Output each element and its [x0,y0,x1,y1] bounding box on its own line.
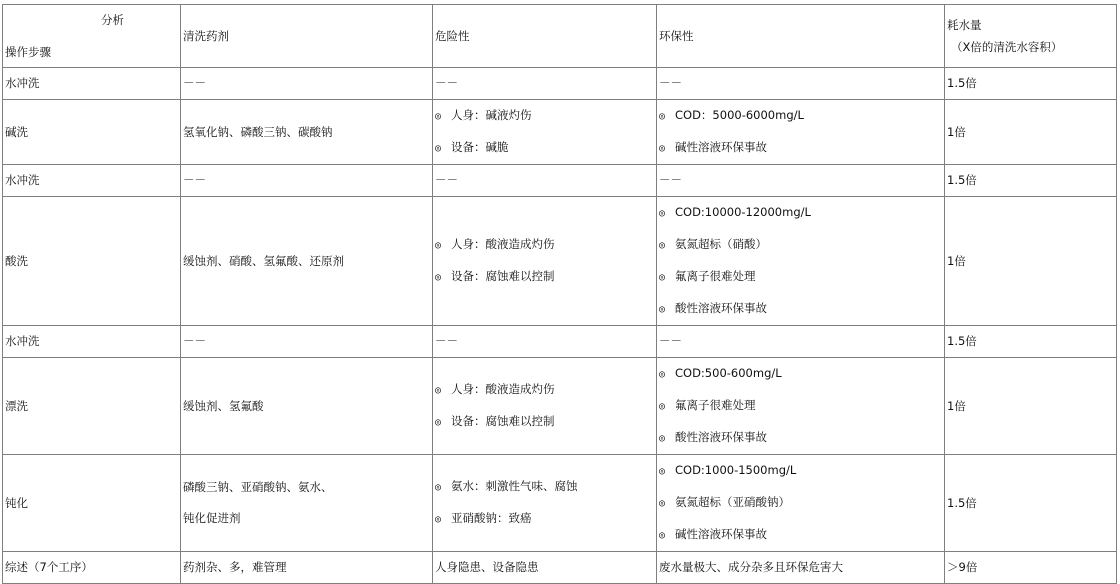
bullet-icon: ◎ [659,240,666,251]
hazard-cell [433,197,657,326]
hazard-line [435,132,656,164]
hazard-text: 设备：腐蚀难以控制 [451,269,555,283]
step-cell: 碱洗 [3,100,181,165]
env-cell [657,552,945,584]
env-line [659,519,944,551]
bullet-icon: ◎ [435,272,442,283]
step-cell: 水冲洗 [3,68,181,100]
env-text: COD:500-600mg/L [675,366,782,380]
bullet-icon: ◎ [659,208,666,219]
env-text: 氨氮超标（亚硝酸钠） [675,495,790,509]
agents-line: 氢氧化钠、磷酸三钠、碳酸钠 [183,124,333,139]
step-cell: 酸洗 [3,197,181,326]
env-text: 氟离子很难处理 [675,398,756,412]
env-line [659,132,944,164]
hazard-line [435,100,656,132]
agents-cell [181,326,433,358]
table-row [3,165,1117,197]
env-line [659,487,944,519]
agents-line: 钝化促进剂 [183,511,241,525]
hazard-line [435,503,656,535]
hazard-cell [433,455,657,552]
hazard-line [435,68,656,99]
bullet-icon: ◎ [659,111,666,122]
env-text: 氟离子很难处理 [675,269,756,283]
bullet-icon: ◎ [659,401,666,412]
env-text: 碱性溶液环保事故 [675,140,767,154]
agents-cell [181,165,433,197]
step-cell: 综述（7个工序） [3,552,181,584]
corner-header-steps: 操作步骤 [5,45,51,59]
env-cell [657,165,945,197]
table-row [3,197,1117,326]
hazard-cell [433,165,657,197]
bullet-icon: ◎ [659,369,666,380]
bullet-icon: ◎ [659,143,666,154]
bullet-icon: ◎ [659,304,666,315]
hazard-header: 危险性 [433,5,657,68]
hazard-line [435,261,656,293]
env-line [659,326,944,357]
bullet-icon: ◎ [435,417,442,428]
hazard-text: 人身：酸液造成灼伤 [451,237,555,251]
water-cell: 1.5倍 [945,326,1117,358]
agents-line: 磷酸三钠、亚硝酸钠、氨水、 [183,480,333,494]
env-line [659,422,944,454]
env-header: 环保性 [657,5,945,68]
water-cell: 1.5倍 [945,68,1117,100]
agents-cell [181,455,433,552]
env-line [659,165,944,196]
bullet-icon: ◎ [659,466,666,477]
agents-line: 缓蚀剂、氢氟酸 [183,398,264,413]
bullet-icon: ◎ [435,143,442,154]
hazard-text: 亚硝酸钠：致癌 [451,511,532,525]
hazard-line [435,471,656,503]
agents-cell [181,100,433,165]
agents-cell [181,197,433,326]
env-text: COD：5000-6000mg/L [675,108,804,122]
water-cell: 1倍 [945,197,1117,326]
bullet-icon: ◎ [659,433,666,444]
env-text: 酸性溶液环保事故 [675,430,767,444]
table-body [3,68,1117,584]
env-text: 酸性溶液环保事故 [675,301,767,315]
hazard-text: －－ [435,76,458,90]
table-row [3,358,1117,455]
env-cell [657,326,945,358]
agents-cell [181,358,433,455]
hazard-cell [433,358,657,455]
table-row [3,68,1117,100]
bullet-icon: ◎ [659,272,666,283]
env-text: 废水量极大、成分杂多且环保危害大 [659,560,843,574]
env-line [659,68,944,99]
water-cell: 1.5倍 [945,165,1117,197]
hazard-line [435,374,656,406]
env-line [659,455,944,487]
corner-header-analysis: 分析 [101,13,124,27]
table-row [3,100,1117,165]
agents-line: －－ [183,334,206,348]
hazard-text: －－ [435,334,458,348]
water-cell: ＞9倍 [945,552,1117,584]
hazard-cell [433,100,657,165]
corner-header-cell [3,5,181,68]
step-cell: 漂洗 [3,358,181,455]
hazard-cell [433,326,657,358]
header-row [3,5,1117,68]
env-line [659,552,944,583]
water-header: 耗水量 [947,18,982,32]
env-text: 碱性溶液环保事故 [675,527,767,541]
table-row [3,326,1117,358]
step-cell: 水冲洗 [3,165,181,197]
hazard-cell [433,552,657,584]
water-cell: 1倍 [945,358,1117,455]
env-line [659,229,944,261]
water-cell: 1倍 [945,100,1117,165]
bullet-icon: ◎ [435,482,442,493]
table-row [3,455,1117,552]
hazard-text: 人身：碱液灼伤 [451,108,532,122]
bullet-icon: ◎ [435,240,442,251]
agents-line: 药剂杂、多，难管理 [183,560,287,574]
hazard-line [435,406,656,438]
env-line [659,197,944,229]
env-text: COD:1000-1500mg/L [675,463,797,477]
hazard-text: 设备：碱脆 [451,140,509,154]
env-text: 氨氮超标（硝酸） [675,237,767,251]
hazard-line [435,552,656,583]
hazard-line [435,326,656,357]
bullet-icon: ◎ [659,530,666,541]
hazard-cell [433,68,657,100]
hazard-text: 人身隐患、设备隐患 [435,560,539,574]
bullet-icon: ◎ [435,111,442,122]
bullet-icon: ◎ [659,498,666,509]
agents-cell [181,68,433,100]
step-cell: 钝化 [3,455,181,552]
hazard-line [435,165,656,196]
table-row [3,552,1117,584]
env-text: －－ [659,76,682,90]
env-cell [657,197,945,326]
water-header-cell [945,5,1117,68]
hazard-line [435,229,656,261]
env-line [659,261,944,293]
hazard-text: 设备：腐蚀难以控制 [451,414,555,428]
env-cell [657,455,945,552]
agents-line: －－ [183,173,206,187]
water-cell: 1.5倍 [945,455,1117,552]
env-line [659,293,944,325]
env-cell [657,358,945,455]
hazard-text: 氨水：刺激性气味、腐蚀 [451,479,578,493]
agents-line: －－ [183,76,206,90]
water-header-sub: （X倍的清洗水容积） [951,40,1063,54]
hazard-text: －－ [435,173,458,187]
hazard-text: 人身：酸液造成灼伤 [451,382,555,396]
env-line [659,358,944,390]
agents-header: 清洗药剂 [181,5,433,68]
env-line [659,390,944,422]
env-text: －－ [659,334,682,348]
env-text: －－ [659,173,682,187]
env-text: COD:10000-12000mg/L [675,205,811,219]
bullet-icon: ◎ [435,385,442,396]
env-cell [657,68,945,100]
agents-cell [181,552,433,584]
cleaning-process-table [2,4,1117,584]
env-line [659,100,944,132]
step-cell: 水冲洗 [3,326,181,358]
env-cell [657,100,945,165]
agents-line: 缓蚀剂、硝酸、氢氟酸、还原剂 [183,253,344,268]
bullet-icon: ◎ [435,514,442,525]
